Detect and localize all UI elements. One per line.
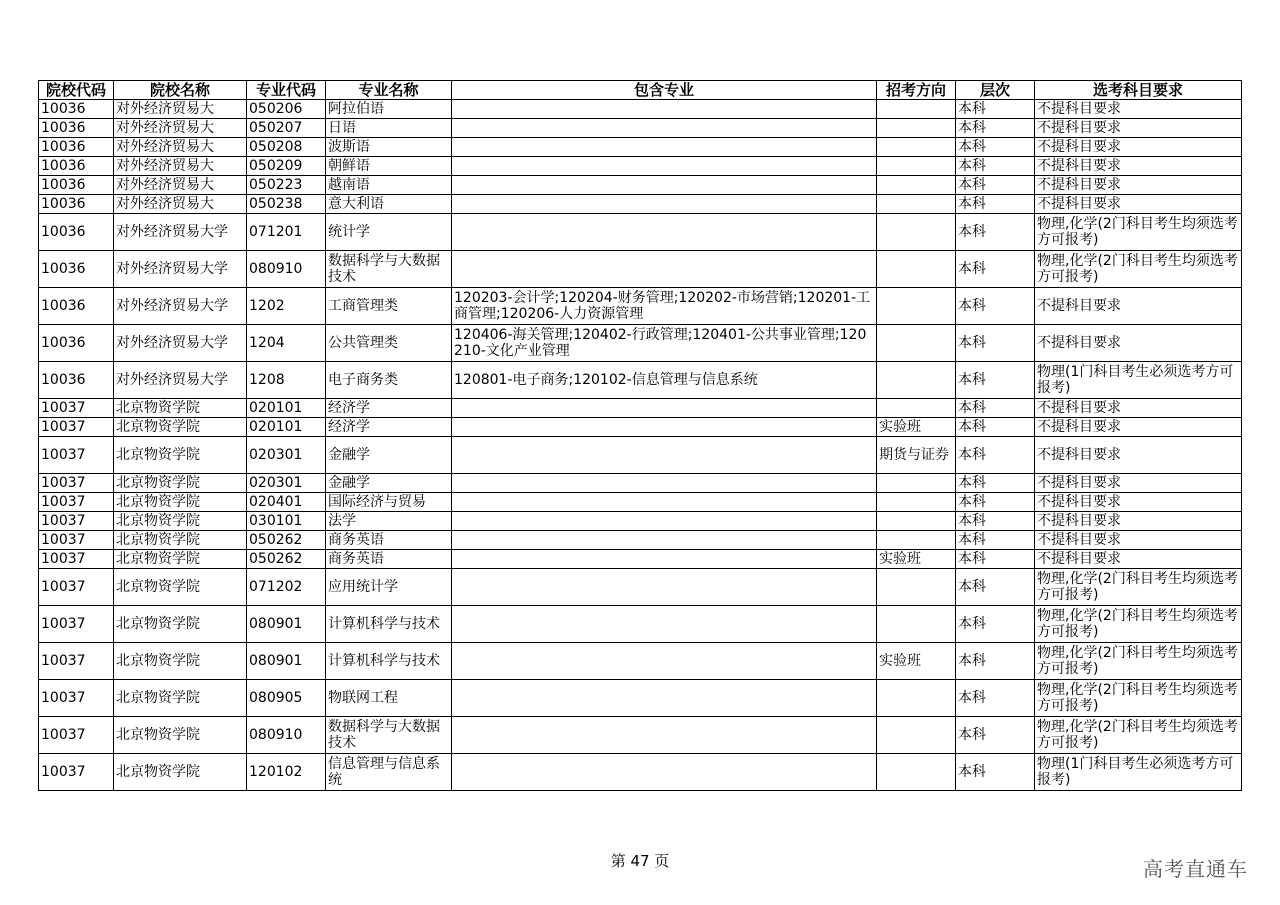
cell-major-name: 电子商务类: [326, 362, 452, 399]
cell-school-name: 北京物资学院: [114, 717, 247, 754]
cell-subject-requirement: 物理(1门科目考生必须选考方可报考): [1035, 754, 1242, 791]
cell-school-name: 北京物资学院: [114, 474, 247, 493]
cell-direction: [877, 680, 956, 717]
cell-school-code: 10036: [39, 288, 114, 325]
cell-level: 本科: [956, 569, 1035, 606]
cell-subject-requirement: 不提科目要求: [1035, 157, 1242, 176]
cell-major-name: 数据科学与大数据技术: [326, 251, 452, 288]
cell-major-name: 法学: [326, 512, 452, 531]
cell-level: 本科: [956, 195, 1035, 214]
cell-subject-requirement: 不提科目要求: [1035, 119, 1242, 138]
cell-direction: [877, 754, 956, 791]
cell-level: 本科: [956, 119, 1035, 138]
cell-level: 本科: [956, 474, 1035, 493]
cell-school-code: 10037: [39, 643, 114, 680]
cell-direction: 实验班: [877, 643, 956, 680]
cell-school-code: 10036: [39, 214, 114, 251]
cell-included-majors: [452, 643, 877, 680]
cell-direction: [877, 606, 956, 643]
cell-subject-requirement: 不提科目要求: [1035, 550, 1242, 569]
cell-included-majors: 120406-海关管理;120402-行政管理;120401-公共事业管理;120210-文化产业管理: [452, 325, 877, 362]
cell-direction: [877, 176, 956, 195]
cell-included-majors: [452, 214, 877, 251]
cell-level: 本科: [956, 251, 1035, 288]
cell-subject-requirement: 不提科目要求: [1035, 493, 1242, 512]
cell-level: 本科: [956, 717, 1035, 754]
cell-level: 本科: [956, 138, 1035, 157]
cell-major-code: 1208: [247, 362, 326, 399]
cell-direction: [877, 325, 956, 362]
header-level: 层次: [956, 81, 1035, 100]
cell-major-name: 金融学: [326, 437, 452, 474]
cell-major-code: 1204: [247, 325, 326, 362]
cell-major-code: 080901: [247, 643, 326, 680]
cell-school-code: 10037: [39, 512, 114, 531]
cell-direction: 实验班: [877, 550, 956, 569]
page-number: 第 47 页: [610, 852, 670, 870]
cell-major-name: 商务英语: [326, 550, 452, 569]
cell-major-name: 计算机科学与技术: [326, 606, 452, 643]
header-major-name: 专业名称: [326, 81, 452, 100]
cell-level: 本科: [956, 493, 1035, 512]
cell-direction: [877, 512, 956, 531]
cell-school-name: 北京物资学院: [114, 418, 247, 437]
cell-subject-requirement: 物理,化学(2门科目考生均须选考方可报考): [1035, 251, 1242, 288]
table-row: [39, 288, 1242, 325]
cell-school-name: 对外经济贸易大: [114, 157, 247, 176]
cell-school-code: 10036: [39, 119, 114, 138]
cell-major-code: 050262: [247, 550, 326, 569]
cell-major-code: 020101: [247, 399, 326, 418]
cell-included-majors: [452, 754, 877, 791]
cell-included-majors: [452, 176, 877, 195]
cell-level: 本科: [956, 325, 1035, 362]
cell-school-code: 10036: [39, 176, 114, 195]
cell-included-majors: [452, 437, 877, 474]
cell-major-name: 金融学: [326, 474, 452, 493]
cell-subject-requirement: 不提科目要求: [1035, 512, 1242, 531]
cell-school-code: 10037: [39, 606, 114, 643]
cell-major-code: 080910: [247, 717, 326, 754]
cell-subject-requirement: 不提科目要求: [1035, 418, 1242, 437]
cell-major-code: 080910: [247, 251, 326, 288]
cell-school-code: 10036: [39, 195, 114, 214]
cell-level: 本科: [956, 643, 1035, 680]
cell-direction: [877, 214, 956, 251]
cell-direction: [877, 569, 956, 606]
table-row: [39, 606, 1242, 643]
cell-school-name: 北京物资学院: [114, 493, 247, 512]
cell-subject-requirement: 不提科目要求: [1035, 399, 1242, 418]
cell-included-majors: [452, 100, 877, 119]
cell-major-name: 朝鲜语: [326, 157, 452, 176]
table-row: [39, 717, 1242, 754]
table-row: [39, 418, 1242, 437]
cell-subject-requirement: 物理(1门科目考生必须选考方可报考): [1035, 362, 1242, 399]
cell-included-majors: [452, 680, 877, 717]
cell-school-code: 10037: [39, 418, 114, 437]
cell-school-name: 北京物资学院: [114, 437, 247, 474]
cell-major-name: 波斯语: [326, 138, 452, 157]
cell-major-name: 数据科学与大数据技术: [326, 717, 452, 754]
cell-subject-requirement: 物理,化学(2门科目考生均须选考方可报考): [1035, 606, 1242, 643]
cell-school-name: 对外经济贸易大: [114, 138, 247, 157]
cell-school-code: 10036: [39, 362, 114, 399]
cell-school-name: 对外经济贸易大: [114, 195, 247, 214]
cell-school-name: 北京物资学院: [114, 550, 247, 569]
table-row: [39, 643, 1242, 680]
cell-school-code: 10036: [39, 325, 114, 362]
header-subject-requirement: 选考科目要求: [1035, 81, 1242, 100]
cell-subject-requirement: 不提科目要求: [1035, 100, 1242, 119]
cell-major-code: 050208: [247, 138, 326, 157]
table-row: [39, 251, 1242, 288]
cell-major-name: 经济学: [326, 418, 452, 437]
header-school-name: 院校名称: [114, 81, 247, 100]
cell-subject-requirement: 物理,化学(2门科目考生均须选考方可报考): [1035, 569, 1242, 606]
cell-school-name: 对外经济贸易大: [114, 100, 247, 119]
cell-level: 本科: [956, 157, 1035, 176]
cell-direction: [877, 157, 956, 176]
cell-major-name: 越南语: [326, 176, 452, 195]
cell-school-code: 10037: [39, 474, 114, 493]
cell-school-name: 北京物资学院: [114, 512, 247, 531]
cell-school-name: 北京物资学院: [114, 680, 247, 717]
cell-level: 本科: [956, 176, 1035, 195]
table-row: [39, 362, 1242, 399]
cell-subject-requirement: 不提科目要求: [1035, 176, 1242, 195]
cell-included-majors: [452, 493, 877, 512]
cell-major-code: 120102: [247, 754, 326, 791]
table-row: [39, 550, 1242, 569]
cell-direction: [877, 288, 956, 325]
cell-included-majors: [452, 531, 877, 550]
cell-school-code: 10036: [39, 100, 114, 119]
cell-major-code: 050238: [247, 195, 326, 214]
cell-direction: [877, 717, 956, 754]
cell-subject-requirement: 物理,化学(2门科目考生均须选考方可报考): [1035, 214, 1242, 251]
cell-direction: [877, 362, 956, 399]
header-school-code: 院校代码: [39, 81, 114, 100]
admission-table: [38, 80, 1242, 791]
cell-major-code: 071201: [247, 214, 326, 251]
cell-school-code: 10037: [39, 399, 114, 418]
cell-direction: 实验班: [877, 418, 956, 437]
cell-included-majors: [452, 251, 877, 288]
cell-school-code: 10037: [39, 531, 114, 550]
cell-subject-requirement: 不提科目要求: [1035, 138, 1242, 157]
cell-major-code: 020101: [247, 418, 326, 437]
cell-direction: 期货与证券: [877, 437, 956, 474]
table-row: [39, 157, 1242, 176]
cell-direction: [877, 399, 956, 418]
cell-school-name: 对外经济贸易大学: [114, 325, 247, 362]
cell-school-name: 对外经济贸易大学: [114, 251, 247, 288]
cell-school-name: 对外经济贸易大学: [114, 214, 247, 251]
cell-included-majors: [452, 418, 877, 437]
cell-level: 本科: [956, 362, 1035, 399]
cell-major-code: 020301: [247, 437, 326, 474]
cell-direction: [877, 493, 956, 512]
cell-included-majors: 120801-电子商务;120102-信息管理与信息系统: [452, 362, 877, 399]
cell-major-name: 应用统计学: [326, 569, 452, 606]
watermark-text: 高考直通车: [1143, 857, 1248, 881]
table-row: [39, 493, 1242, 512]
cell-level: 本科: [956, 100, 1035, 119]
cell-school-code: 10036: [39, 138, 114, 157]
cell-school-name: 北京物资学院: [114, 531, 247, 550]
cell-included-majors: [452, 550, 877, 569]
cell-major-code: 050207: [247, 119, 326, 138]
header-included-majors: 包含专业: [452, 81, 877, 100]
cell-school-code: 10037: [39, 569, 114, 606]
cell-major-code: 030101: [247, 512, 326, 531]
cell-school-code: 10036: [39, 157, 114, 176]
cell-included-majors: [452, 717, 877, 754]
cell-major-name: 商务英语: [326, 531, 452, 550]
cell-direction: [877, 195, 956, 214]
cell-direction: [877, 100, 956, 119]
cell-level: 本科: [956, 512, 1035, 531]
table-row: [39, 754, 1242, 791]
cell-subject-requirement: 物理,化学(2门科目考生均须选考方可报考): [1035, 680, 1242, 717]
cell-included-majors: [452, 399, 877, 418]
cell-school-code: 10036: [39, 251, 114, 288]
cell-included-majors: [452, 119, 877, 138]
cell-subject-requirement: 物理,化学(2门科目考生均须选考方可报考): [1035, 643, 1242, 680]
cell-level: 本科: [956, 550, 1035, 569]
cell-level: 本科: [956, 606, 1035, 643]
cell-level: 本科: [956, 754, 1035, 791]
cell-subject-requirement: 不提科目要求: [1035, 325, 1242, 362]
cell-major-code: 080901: [247, 606, 326, 643]
cell-included-majors: [452, 138, 877, 157]
cell-school-name: 对外经济贸易大: [114, 119, 247, 138]
table-row: [39, 214, 1242, 251]
table-body: [39, 100, 1242, 791]
cell-direction: [877, 474, 956, 493]
cell-included-majors: [452, 157, 877, 176]
cell-subject-requirement: 不提科目要求: [1035, 531, 1242, 550]
cell-major-code: 071202: [247, 569, 326, 606]
cell-school-name: 对外经济贸易大学: [114, 362, 247, 399]
cell-major-name: 日语: [326, 119, 452, 138]
table-row: [39, 399, 1242, 418]
cell-major-code: 020401: [247, 493, 326, 512]
cell-school-code: 10037: [39, 437, 114, 474]
table-row: [39, 138, 1242, 157]
cell-major-name: 信息管理与信息系统: [326, 754, 452, 791]
cell-level: 本科: [956, 531, 1035, 550]
cell-included-majors: [452, 569, 877, 606]
cell-direction: [877, 531, 956, 550]
cell-school-name: 北京物资学院: [114, 643, 247, 680]
table-row: [39, 474, 1242, 493]
table-row: [39, 176, 1242, 195]
cell-major-name: 工商管理类: [326, 288, 452, 325]
table-row: [39, 531, 1242, 550]
cell-major-name: 统计学: [326, 214, 452, 251]
cell-included-majors: [452, 195, 877, 214]
cell-school-code: 10037: [39, 680, 114, 717]
header-direction: 招考方向: [877, 81, 956, 100]
table-row: [39, 437, 1242, 474]
cell-included-majors: 120203-会计学;120204-财务管理;120202-市场营销;120201-工商管理;120206-人力资源管理: [452, 288, 877, 325]
cell-direction: [877, 251, 956, 288]
cell-level: 本科: [956, 418, 1035, 437]
cell-school-name: 对外经济贸易大学: [114, 288, 247, 325]
cell-level: 本科: [956, 437, 1035, 474]
cell-included-majors: [452, 474, 877, 493]
cell-major-code: 050209: [247, 157, 326, 176]
cell-major-code: 1202: [247, 288, 326, 325]
cell-major-name: 计算机科学与技术: [326, 643, 452, 680]
cell-school-name: 北京物资学院: [114, 606, 247, 643]
table-row: [39, 195, 1242, 214]
cell-major-name: 经济学: [326, 399, 452, 418]
table-row: [39, 325, 1242, 362]
cell-major-code: 080905: [247, 680, 326, 717]
cell-direction: [877, 138, 956, 157]
cell-level: 本科: [956, 288, 1035, 325]
cell-major-code: 050206: [247, 100, 326, 119]
header-major-code: 专业代码: [247, 81, 326, 100]
table-row: [39, 680, 1242, 717]
cell-major-code: 050223: [247, 176, 326, 195]
cell-subject-requirement: 不提科目要求: [1035, 288, 1242, 325]
cell-major-name: 国际经济与贸易: [326, 493, 452, 512]
cell-level: 本科: [956, 214, 1035, 251]
table-row: [39, 512, 1242, 531]
cell-major-name: 物联网工程: [326, 680, 452, 717]
cell-direction: [877, 119, 956, 138]
cell-major-code: 050262: [247, 531, 326, 550]
cell-level: 本科: [956, 399, 1035, 418]
cell-school-code: 10037: [39, 550, 114, 569]
cell-school-name: 北京物资学院: [114, 569, 247, 606]
table-row: [39, 100, 1242, 119]
table-row: [39, 119, 1242, 138]
cell-major-name: 意大利语: [326, 195, 452, 214]
cell-subject-requirement: 不提科目要求: [1035, 437, 1242, 474]
cell-major-name: 阿拉伯语: [326, 100, 452, 119]
cell-school-name: 对外经济贸易大: [114, 176, 247, 195]
cell-major-code: 020301: [247, 474, 326, 493]
cell-included-majors: [452, 606, 877, 643]
cell-included-majors: [452, 512, 877, 531]
table-row: [39, 569, 1242, 606]
cell-subject-requirement: 物理,化学(2门科目考生均须选考方可报考): [1035, 717, 1242, 754]
cell-subject-requirement: 不提科目要求: [1035, 474, 1242, 493]
cell-level: 本科: [956, 680, 1035, 717]
cell-school-code: 10037: [39, 717, 114, 754]
cell-school-code: 10037: [39, 754, 114, 791]
cell-school-code: 10037: [39, 493, 114, 512]
cell-major-name: 公共管理类: [326, 325, 452, 362]
cell-school-name: 北京物资学院: [114, 754, 247, 791]
header-row: [39, 81, 1242, 100]
cell-school-name: 北京物资学院: [114, 399, 247, 418]
cell-subject-requirement: 不提科目要求: [1035, 195, 1242, 214]
